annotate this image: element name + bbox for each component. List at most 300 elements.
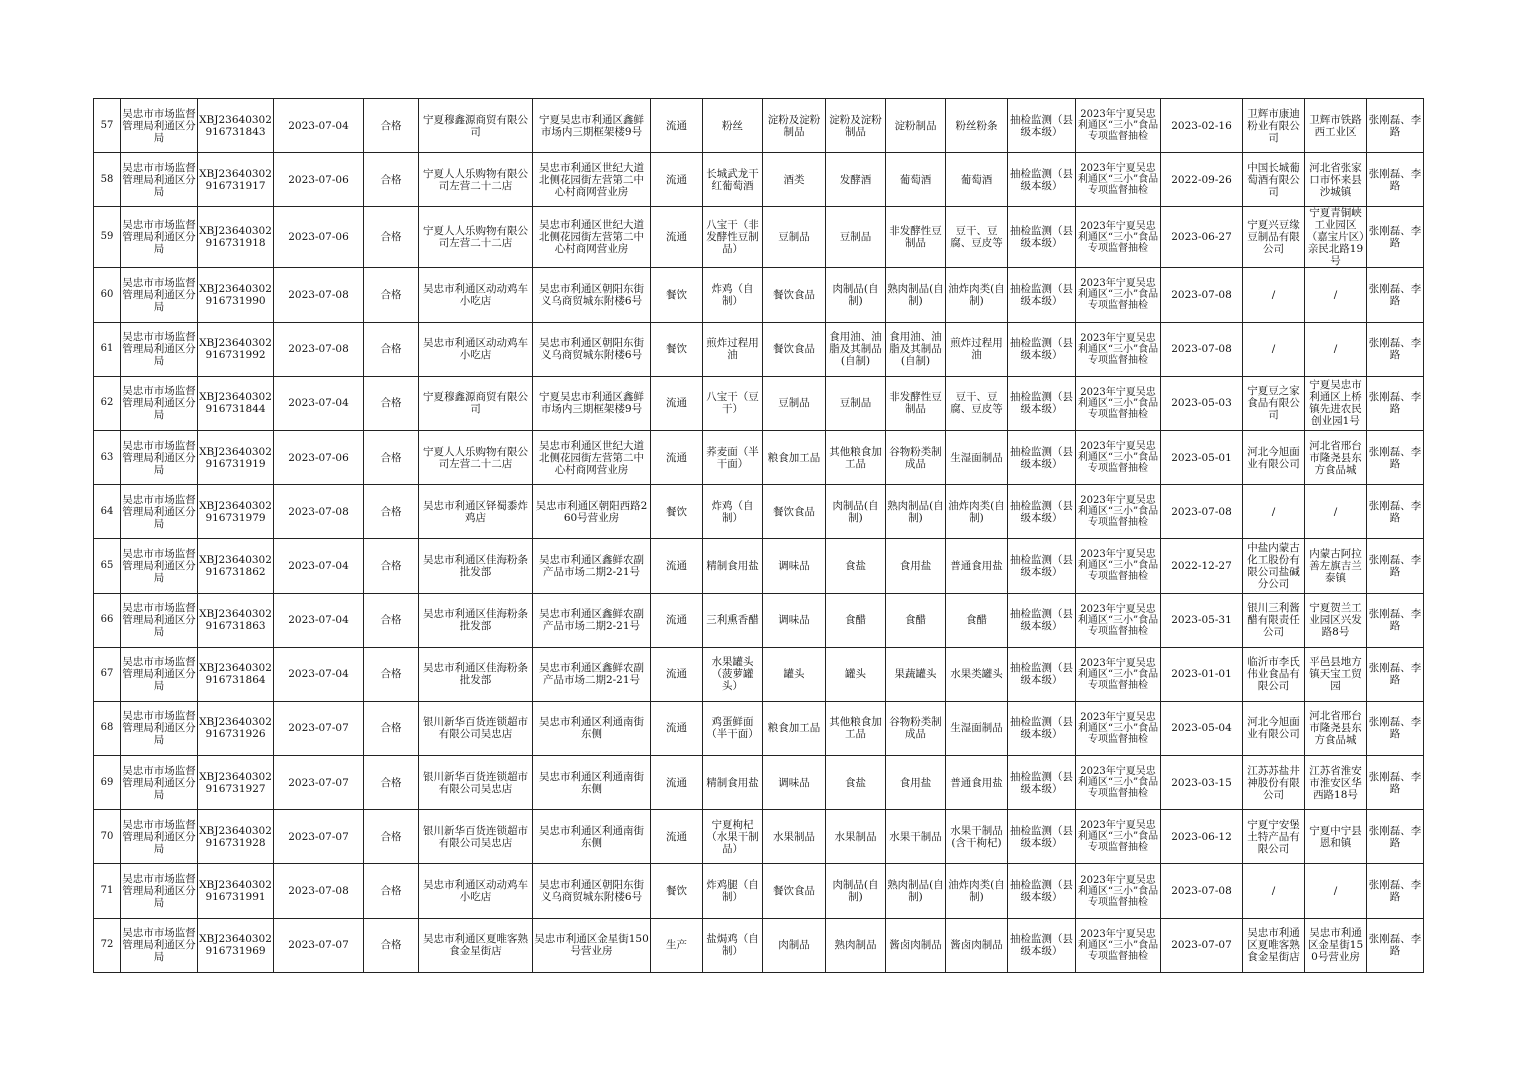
cell-sampling-date: 2023-07-04 [274,593,364,647]
cell-manufacturer: 临沂市李氏伟业食品有限公司 [1243,647,1305,701]
cell-sampling-date: 2023-07-04 [274,647,364,701]
cell-task-source: 抽检监测（县级本级） [1008,593,1076,647]
cell-inspectors: 张刚磊、李路 [1367,207,1424,268]
cell-row-number: 71 [94,864,121,918]
cell-food-detail: 豆干、豆腐、豆皮等 [946,207,1008,268]
cell-manufacturer: 宁夏豆之家食品有限公司 [1243,376,1305,430]
cell-seller-name: 宁夏人人乐购物有限公司左营二十二店 [419,430,533,484]
cell-food-detail: 葡萄酒 [946,153,1008,207]
cell-sampling-agency: 吴忠市市场监督管理局利通区分局 [121,268,198,322]
cell-food-subcategory: 肉制品(自制) [826,864,886,918]
cell-food-name: 长城武龙干红葡萄酒 [703,153,763,207]
cell-seller-address: 吴忠市利通区利通南街东侧 [533,810,651,864]
cell-inspectors: 张刚磊、李路 [1367,647,1424,701]
table-row [94,918,1424,972]
cell-sample-id: XBJ23640302916731927 [198,756,274,810]
cell-food-type: 食用油、油脂及其制品(自制) [886,322,946,376]
cell-manufacturer-address: / [1305,485,1367,539]
cell-sampling-date: 2023-07-04 [274,376,364,430]
cell-food-type: 食用盐 [886,539,946,593]
cell-plan-name: 2023年宁夏吴忠利通区“三小”食品专项监督抽检 [1076,485,1161,539]
cell-manufacturer-address: / [1305,322,1367,376]
cell-sample-id: XBJ23640302916731844 [198,376,274,430]
cell-food-category: 餐饮食品 [763,864,826,918]
cell-row-number: 61 [94,322,121,376]
cell-food-category: 餐饮食品 [763,268,826,322]
cell-sampling-agency: 吴忠市市场监督管理局利通区分局 [121,99,198,153]
cell-sampling-date: 2023-07-07 [274,810,364,864]
cell-seller-name: 吴忠市利通区动动鸡车小吃店 [419,322,533,376]
cell-link-type: 流通 [651,99,703,153]
cell-sampling-date: 2023-07-08 [274,864,364,918]
cell-link-type: 流通 [651,593,703,647]
cell-result: 合格 [364,485,419,539]
cell-row-number: 66 [94,593,121,647]
cell-manufacturer: 中国长城葡萄酒有限公司 [1243,153,1305,207]
cell-sampling-date: 2023-07-04 [274,99,364,153]
cell-result: 合格 [364,430,419,484]
cell-food-category: 罐头 [763,647,826,701]
cell-sample-id: XBJ23640302916731843 [198,99,274,153]
cell-task-source: 抽检监测（县级本级） [1008,647,1076,701]
cell-sampling-agency: 吴忠市市场监督管理局利通区分局 [121,485,198,539]
cell-food-category: 豆制品 [763,376,826,430]
cell-food-type: 食用盐 [886,756,946,810]
cell-food-type: 酱卤肉制品 [886,918,946,972]
cell-food-type: 谷物粉类制成品 [886,430,946,484]
cell-manufacturer-address: 平邑县地方镇天宝工贸园 [1305,647,1367,701]
cell-food-detail: 酱卤肉制品 [946,918,1008,972]
cell-manufacturer: 河北今旭面业有限公司 [1243,430,1305,484]
cell-inspectors: 张刚磊、李路 [1367,593,1424,647]
cell-production-date: 2023-03-15 [1161,756,1243,810]
cell-inspectors: 张刚磊、李路 [1367,918,1424,972]
cell-seller-name: 宁夏人人乐购物有限公司左营二十二店 [419,153,533,207]
sampling-results-table [93,98,1424,973]
cell-result: 合格 [364,593,419,647]
cell-task-source: 抽检监测（县级本级） [1008,485,1076,539]
cell-result: 合格 [364,756,419,810]
cell-production-date: 2023-05-03 [1161,376,1243,430]
cell-manufacturer: / [1243,322,1305,376]
cell-plan-name: 2023年宁夏吴忠利通区“三小”食品专项监督抽检 [1076,99,1161,153]
cell-sampling-date: 2023-07-08 [274,485,364,539]
cell-link-type: 流通 [651,539,703,593]
cell-production-date: 2023-07-08 [1161,322,1243,376]
cell-production-date: 2023-07-08 [1161,864,1243,918]
cell-result: 合格 [364,701,419,755]
cell-sample-id: XBJ23640302916731990 [198,268,274,322]
cell-task-source: 抽检监测（县级本级） [1008,268,1076,322]
cell-production-date: 2023-05-04 [1161,701,1243,755]
cell-food-category: 餐饮食品 [763,485,826,539]
cell-sampling-agency: 吴忠市市场监督管理局利通区分局 [121,207,198,268]
table-row [94,322,1424,376]
cell-seller-address: 吴忠市利通区朝阳西路260号营业房 [533,485,651,539]
cell-manufacturer: / [1243,864,1305,918]
cell-task-source: 抽检监测（县级本级） [1008,99,1076,153]
cell-seller-address: 吴忠市利通区世纪大道北侧花园街左营第二中心村商网营业房 [533,207,651,268]
cell-sample-id: XBJ23640302916731917 [198,153,274,207]
cell-food-detail: 食醋 [946,593,1008,647]
cell-seller-name: 银川新华百货连锁超市有限公司吴忠店 [419,701,533,755]
cell-food-type: 淀粉制品 [886,99,946,153]
cell-manufacturer: / [1243,268,1305,322]
cell-plan-name: 2023年宁夏吴忠利通区“三小”食品专项监督抽检 [1076,207,1161,268]
cell-sampling-agency: 吴忠市市场监督管理局利通区分局 [121,701,198,755]
cell-seller-address: 吴忠市利通区朝阳东街义乌商贸城东附楼6号 [533,268,651,322]
table-row [94,207,1424,268]
cell-link-type: 流通 [651,756,703,810]
cell-sample-id: XBJ23640302916731991 [198,864,274,918]
cell-manufacturer-address: / [1305,268,1367,322]
cell-food-name: 水果罐头（菠萝罐头） [703,647,763,701]
cell-manufacturer-address: 卫辉市铁路西工业区 [1305,99,1367,153]
cell-food-detail: 生湿面制品 [946,701,1008,755]
cell-food-detail: 水果干制品(含干枸杞) [946,810,1008,864]
cell-seller-name: 吴忠市利通区佳海粉条批发部 [419,593,533,647]
cell-result: 合格 [364,647,419,701]
cell-manufacturer-address: 河北省张家口市怀来县沙城镇 [1305,153,1367,207]
cell-sample-id: XBJ23640302916731918 [198,207,274,268]
cell-link-type: 流通 [651,153,703,207]
cell-food-type: 熟肉制品(自制) [886,485,946,539]
cell-seller-address: 吴忠市利通区利通南街东侧 [533,756,651,810]
cell-seller-address: 吴忠市利通区利通南街东侧 [533,701,651,755]
cell-plan-name: 2023年宁夏吴忠利通区“三小”食品专项监督抽检 [1076,756,1161,810]
cell-food-type: 果蔬罐头 [886,647,946,701]
cell-food-name: 炸鸡（自制） [703,268,763,322]
cell-food-name: 粉丝 [703,99,763,153]
cell-seller-name: 银川新华百货连锁超市有限公司吴忠店 [419,756,533,810]
table-row [94,153,1424,207]
cell-sampling-date: 2023-07-07 [274,701,364,755]
cell-sample-id: XBJ23640302916731862 [198,539,274,593]
cell-task-source: 抽检监测（县级本级） [1008,756,1076,810]
cell-production-date: 2023-06-27 [1161,207,1243,268]
cell-sampling-agency: 吴忠市市场监督管理局利通区分局 [121,756,198,810]
cell-food-name: 八宝干（非发酵性豆制品） [703,207,763,268]
cell-result: 合格 [364,322,419,376]
table-row [94,376,1424,430]
cell-inspectors: 张刚磊、李路 [1367,322,1424,376]
cell-seller-name: 吴忠市利通区铎蜀黍炸鸡店 [419,485,533,539]
cell-inspectors: 张刚磊、李路 [1367,756,1424,810]
table-row [94,99,1424,153]
cell-row-number: 72 [94,918,121,972]
cell-food-name: 宁夏枸杞（水果干制品） [703,810,763,864]
cell-plan-name: 2023年宁夏吴忠利通区“三小”食品专项监督抽检 [1076,430,1161,484]
cell-food-subcategory: 食盐 [826,756,886,810]
cell-sampling-agency: 吴忠市市场监督管理局利通区分局 [121,918,198,972]
cell-result: 合格 [364,153,419,207]
cell-seller-name: 吴忠市利通区佳海粉条批发部 [419,647,533,701]
cell-seller-address: 吴忠市利通区鑫鲜农副产品市场二期2-21号 [533,593,651,647]
cell-manufacturer: 吴忠市利通区夏唯客熟食金星街店 [1243,918,1305,972]
cell-link-type: 流通 [651,647,703,701]
cell-link-type: 流通 [651,376,703,430]
cell-plan-name: 2023年宁夏吴忠利通区“三小”食品专项监督抽检 [1076,376,1161,430]
cell-task-source: 抽检监测（县级本级） [1008,701,1076,755]
cell-sampling-date: 2023-07-06 [274,430,364,484]
cell-seller-name: 吴忠市利通区动动鸡车小吃店 [419,268,533,322]
cell-inspectors: 张刚磊、李路 [1367,810,1424,864]
cell-plan-name: 2023年宁夏吴忠利通区“三小”食品专项监督抽检 [1076,701,1161,755]
cell-row-number: 62 [94,376,121,430]
table-row [94,756,1424,810]
cell-seller-name: 吴忠市利通区佳海粉条批发部 [419,539,533,593]
cell-link-type: 餐饮 [651,864,703,918]
cell-sampling-agency: 吴忠市市场监督管理局利通区分局 [121,593,198,647]
cell-sample-id: XBJ23640302916731864 [198,647,274,701]
cell-plan-name: 2023年宁夏吴忠利通区“三小”食品专项监督抽检 [1076,864,1161,918]
cell-food-subcategory: 食用油、油脂及其制品(自制) [826,322,886,376]
cell-food-detail: 粉丝粉条 [946,99,1008,153]
cell-seller-address: 吴忠市利通区世纪大道北侧花园街左营第二中心村商网营业房 [533,153,651,207]
cell-manufacturer-address: 宁夏青铜峡工业园区（嘉宝片区）亲民北路19号 [1305,207,1367,268]
cell-inspectors: 张刚磊、李路 [1367,99,1424,153]
cell-plan-name: 2023年宁夏吴忠利通区“三小”食品专项监督抽检 [1076,647,1161,701]
cell-sampling-date: 2023-07-06 [274,207,364,268]
cell-result: 合格 [364,864,419,918]
table-row [94,810,1424,864]
cell-row-number: 65 [94,539,121,593]
cell-food-category: 淀粉及淀粉制品 [763,99,826,153]
cell-food-subcategory: 熟肉制品 [826,918,886,972]
cell-manufacturer: / [1243,485,1305,539]
cell-row-number: 59 [94,207,121,268]
cell-food-name: 鸡蛋鲜面（半干面） [703,701,763,755]
cell-production-date: 2023-07-07 [1161,918,1243,972]
cell-food-name: 炸鸡（自制） [703,485,763,539]
cell-manufacturer-address: 吴忠市利通区金星街150号营业房 [1305,918,1367,972]
cell-manufacturer-address: / [1305,864,1367,918]
cell-food-detail: 水果类罐头 [946,647,1008,701]
cell-plan-name: 2023年宁夏吴忠利通区“三小”食品专项监督抽检 [1076,268,1161,322]
table-row [94,701,1424,755]
cell-inspectors: 张刚磊、李路 [1367,864,1424,918]
cell-result: 合格 [364,810,419,864]
cell-sample-id: XBJ23640302916731969 [198,918,274,972]
cell-seller-name: 宁夏穆鑫源商贸有限公司 [419,376,533,430]
cell-manufacturer-address: 宁夏贺兰工业园区兴发路8号 [1305,593,1367,647]
cell-manufacturer-address: 河北省邢台市隆尧县东方食品城 [1305,701,1367,755]
table-row [94,647,1424,701]
cell-food-name: 煎炸过程用油 [703,322,763,376]
table-row [94,268,1424,322]
cell-food-category: 豆制品 [763,207,826,268]
cell-seller-address: 吴忠市利通区鑫鲜农副产品市场二期2-21号 [533,539,651,593]
cell-production-date: 2023-07-08 [1161,485,1243,539]
cell-link-type: 流通 [651,430,703,484]
cell-sampling-agency: 吴忠市市场监督管理局利通区分局 [121,322,198,376]
cell-plan-name: 2023年宁夏吴忠利通区“三小”食品专项监督抽检 [1076,153,1161,207]
cell-food-type: 熟肉制品(自制) [886,864,946,918]
cell-food-category: 餐饮食品 [763,322,826,376]
cell-food-name: 荞麦面（半干面） [703,430,763,484]
cell-food-subcategory: 发酵酒 [826,153,886,207]
cell-production-date: 2023-05-01 [1161,430,1243,484]
cell-food-name: 炸鸡腿（自制） [703,864,763,918]
cell-task-source: 抽检监测（县级本级） [1008,207,1076,268]
cell-plan-name: 2023年宁夏吴忠利通区“三小”食品专项监督抽检 [1076,810,1161,864]
cell-seller-address: 吴忠市利通区金星街150号营业房 [533,918,651,972]
cell-food-subcategory: 淀粉及淀粉制品 [826,99,886,153]
cell-food-subcategory: 食盐 [826,539,886,593]
cell-task-source: 抽检监测（县级本级） [1008,539,1076,593]
cell-production-date: 2023-06-12 [1161,810,1243,864]
cell-manufacturer-address: 宁夏吴忠市利通区上桥镇先进农民创业园1号 [1305,376,1367,430]
cell-sampling-date: 2023-07-04 [274,539,364,593]
cell-sampling-date: 2023-07-08 [274,268,364,322]
table-row [94,864,1424,918]
cell-food-type: 熟肉制品(自制) [886,268,946,322]
cell-result: 合格 [364,539,419,593]
table-row [94,539,1424,593]
cell-link-type: 餐饮 [651,485,703,539]
cell-manufacturer: 卫辉市康迪粉业有限公司 [1243,99,1305,153]
cell-plan-name: 2023年宁夏吴忠利通区“三小”食品专项监督抽检 [1076,322,1161,376]
cell-food-category: 调味品 [763,539,826,593]
cell-seller-name: 吴忠市利通区夏唯客熟食金星街店 [419,918,533,972]
cell-food-subcategory: 水果制品 [826,810,886,864]
cell-food-category: 调味品 [763,593,826,647]
cell-row-number: 68 [94,701,121,755]
cell-manufacturer-address: 宁夏中宁县恩和镇 [1305,810,1367,864]
cell-food-subcategory: 豆制品 [826,207,886,268]
cell-food-category: 水果制品 [763,810,826,864]
cell-inspectors: 张刚磊、李路 [1367,701,1424,755]
cell-seller-name: 银川新华百货连锁超市有限公司吴忠店 [419,810,533,864]
cell-row-number: 60 [94,268,121,322]
cell-task-source: 抽检监测（县级本级） [1008,430,1076,484]
cell-task-source: 抽检监测（县级本级） [1008,918,1076,972]
cell-food-detail: 生湿面制品 [946,430,1008,484]
cell-seller-address: 吴忠市利通区世纪大道北侧花园街左营第二中心村商网营业房 [533,430,651,484]
cell-row-number: 67 [94,647,121,701]
cell-link-type: 餐饮 [651,322,703,376]
cell-food-category: 肉制品 [763,918,826,972]
cell-manufacturer: 宁夏兴豆缘豆制品有限公司 [1243,207,1305,268]
cell-sample-id: XBJ23640302916731863 [198,593,274,647]
cell-seller-address: 吴忠市利通区朝阳东街义乌商贸城东附楼6号 [533,322,651,376]
cell-manufacturer-address: 河北省邢台市隆尧县东方食品城 [1305,430,1367,484]
cell-food-subcategory: 肉制品(自制) [826,268,886,322]
cell-plan-name: 2023年宁夏吴忠利通区“三小”食品专项监督抽检 [1076,539,1161,593]
cell-task-source: 抽检监测（县级本级） [1008,864,1076,918]
cell-seller-address: 吴忠市利通区鑫鲜农副产品市场二期2-21号 [533,647,651,701]
cell-sampling-agency: 吴忠市市场监督管理局利通区分局 [121,539,198,593]
cell-production-date: 2023-05-31 [1161,593,1243,647]
cell-result: 合格 [364,99,419,153]
cell-row-number: 64 [94,485,121,539]
cell-task-source: 抽检监测（县级本级） [1008,376,1076,430]
cell-sampling-agency: 吴忠市市场监督管理局利通区分局 [121,647,198,701]
table-row [94,430,1424,484]
cell-sample-id: XBJ23640302916731979 [198,485,274,539]
cell-link-type: 生产 [651,918,703,972]
cell-production-date: 2022-09-26 [1161,153,1243,207]
cell-seller-address: 宁夏吴忠市利通区鑫鲜市场内三期框架楼9号 [533,376,651,430]
cell-link-type: 流通 [651,701,703,755]
cell-food-detail: 煎炸过程用油 [946,322,1008,376]
cell-sample-id: XBJ23640302916731926 [198,701,274,755]
cell-sample-id: XBJ23640302916731928 [198,810,274,864]
cell-sampling-date: 2023-07-06 [274,153,364,207]
cell-sample-id: XBJ23640302916731992 [198,322,274,376]
cell-link-type: 流通 [651,810,703,864]
cell-food-subcategory: 肉制品(自制) [826,485,886,539]
cell-row-number: 63 [94,430,121,484]
cell-sampling-agency: 吴忠市市场监督管理局利通区分局 [121,153,198,207]
cell-seller-name: 吴忠市利通区动动鸡车小吃店 [419,864,533,918]
cell-food-type: 水果干制品 [886,810,946,864]
cell-manufacturer: 宁夏宁安堡土特产品有限公司 [1243,810,1305,864]
cell-inspectors: 张刚磊、李路 [1367,485,1424,539]
cell-food-name: 盐焗鸡（自制） [703,918,763,972]
cell-production-date: 2023-07-08 [1161,268,1243,322]
cell-sampling-agency: 吴忠市市场监督管理局利通区分局 [121,376,198,430]
cell-food-name: 三利熏香醋 [703,593,763,647]
cell-food-subcategory: 食醋 [826,593,886,647]
cell-food-type: 葡萄酒 [886,153,946,207]
cell-food-detail: 豆干、豆腐、豆皮等 [946,376,1008,430]
cell-food-category: 粮食加工品 [763,430,826,484]
cell-food-subcategory: 罐头 [826,647,886,701]
cell-task-source: 抽检监测（县级本级） [1008,153,1076,207]
cell-sampling-date: 2023-07-08 [274,322,364,376]
cell-inspectors: 张刚磊、李路 [1367,153,1424,207]
cell-manufacturer-address: 江苏省淮安市淮安区华西路18号 [1305,756,1367,810]
cell-food-type: 谷物粉类制成品 [886,701,946,755]
cell-result: 合格 [364,268,419,322]
cell-production-date: 2023-01-01 [1161,647,1243,701]
cell-sampling-agency: 吴忠市市场监督管理局利通区分局 [121,430,198,484]
cell-food-detail: 油炸肉类(自制) [946,864,1008,918]
cell-food-name: 八宝干（豆干） [703,376,763,430]
cell-row-number: 57 [94,99,121,153]
cell-manufacturer: 江苏苏盐井神股份有限公司 [1243,756,1305,810]
cell-manufacturer-address: 内蒙古阿拉善左旗吉兰泰镇 [1305,539,1367,593]
cell-sample-id: XBJ23640302916731919 [198,430,274,484]
cell-food-name: 精制食用盐 [703,756,763,810]
cell-sampling-date: 2023-07-07 [274,918,364,972]
cell-result: 合格 [364,207,419,268]
cell-production-date: 2023-02-16 [1161,99,1243,153]
cell-manufacturer: 河北今旭面业有限公司 [1243,701,1305,755]
cell-plan-name: 2023年宁夏吴忠利通区“三小”食品专项监督抽检 [1076,593,1161,647]
cell-food-detail: 油炸肉类(自制) [946,268,1008,322]
cell-food-subcategory: 豆制品 [826,376,886,430]
cell-food-type: 非发酵性豆制品 [886,207,946,268]
cell-inspectors: 张刚磊、李路 [1367,376,1424,430]
cell-result: 合格 [364,918,419,972]
cell-task-source: 抽检监测（县级本级） [1008,322,1076,376]
cell-sampling-agency: 吴忠市市场监督管理局利通区分局 [121,864,198,918]
cell-manufacturer: 银川三利酱醋有限责任公司 [1243,593,1305,647]
cell-food-subcategory: 其他粮食加工品 [826,701,886,755]
cell-food-name: 精制食用盐 [703,539,763,593]
cell-food-type: 非发酵性豆制品 [886,376,946,430]
cell-seller-address: 宁夏吴忠市利通区鑫鲜市场内三期框架楼9号 [533,99,651,153]
cell-result: 合格 [364,376,419,430]
cell-plan-name: 2023年宁夏吴忠利通区“三小”食品专项监督抽检 [1076,918,1161,972]
cell-row-number: 69 [94,756,121,810]
cell-seller-name: 宁夏人人乐购物有限公司左营二十二店 [419,207,533,268]
cell-inspectors: 张刚磊、李路 [1367,539,1424,593]
cell-link-type: 餐饮 [651,268,703,322]
cell-food-detail: 普通食用盐 [946,756,1008,810]
